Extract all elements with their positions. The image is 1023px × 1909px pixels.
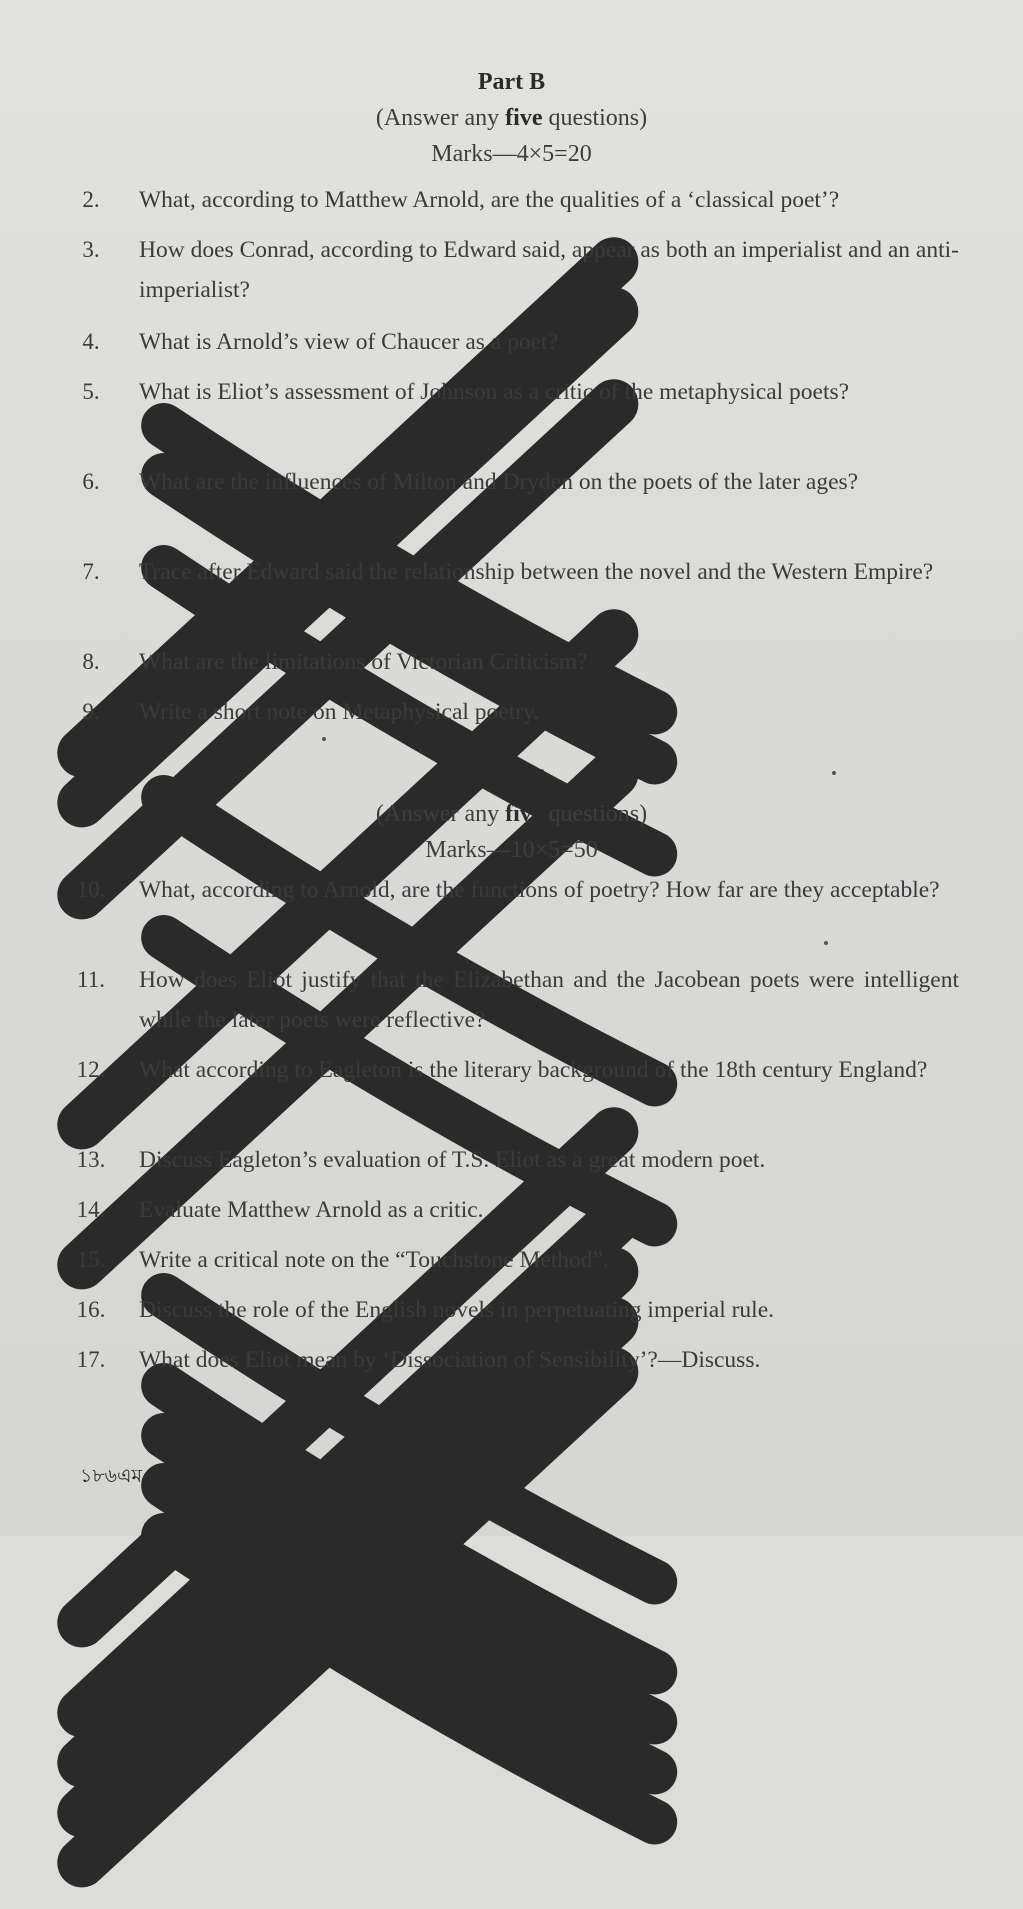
part-c-marks: Marks—10×5=50 [425,837,598,863]
question-number: 15. [76,1247,106,1272]
part-b-title: Part B [477,69,546,95]
question-number: 9. [82,699,100,724]
paper-speck [832,771,836,775]
question-text: What, according to Arnold, are the functions of poetry? How far are they acceptable? [139,877,940,903]
question-text: Discuss Eagleton’s evaluation of T.S. Eliot as a great modern poet. [139,1147,766,1173]
paper-speck [824,941,828,945]
part-b-instruction [0,100,1023,136]
question-number: 16. [76,1297,106,1322]
part-b-header [0,64,1023,172]
question-number: 8. [82,649,100,674]
pen-strike-mark [0,1290,1023,1904]
instruction-text: questions) [542,105,648,131]
question-number: 12. [76,1057,106,1082]
instruction-emphasis: five [505,105,543,131]
question-text: How does Eliot justify that the Elizabethan and the Jacobean poets were intelligent while the later poets were reflective? [139,967,959,1033]
question-number: 4. [82,329,100,354]
instruction-text: questions) [542,801,648,827]
question-number: 5. [82,379,100,404]
question-text: What does Eliot mean by ‘Dissociation of Sensibility’?—Discuss. [139,1347,761,1373]
question-text: How does Conrad, according to Edward said, appear as both an imperialist and an anti-imperialist? [139,237,959,303]
instruction-text: (Answer any [375,801,506,827]
question-text: What, according to Matthew Arnold, are the qualities of a ‘classical poet’? [139,187,840,213]
question-text: Discuss the role of the English novels in perpetuating imperial rule. [139,1297,775,1323]
part-c-header [0,760,1023,868]
instruction-emphasis: five [505,801,543,827]
part-b-marks: Marks—4×5=20 [431,141,592,167]
question-text: What are the limitations of Victorian Criticism? [139,649,588,675]
question-text: What is Eliot’s assessment of Johnson as a critic of the metaphysical poets? [139,379,850,405]
part-c-instruction [0,796,1023,832]
instruction-text: (Answer any [375,105,506,131]
question-number: 2. [82,187,100,212]
paper-speck [322,737,326,741]
question-number: 3. [82,237,100,262]
question-text: What are the influences of Milton and Dryden on the poets of the later ages? [139,469,859,495]
question-number: 17. [76,1347,106,1372]
part-c-title: Part C [477,765,546,791]
question-number: 14. [76,1197,106,1222]
question-number: 11. [77,967,105,992]
question-item [0,1290,1023,1909]
question-text: What is Arnold’s view of Chaucer as a poet? [139,329,558,355]
question-text: What according to Eagleton is the literary background of the 18th century England? [139,1057,928,1083]
question-text: Write a critical note on the “Touchstone Method”. [139,1247,609,1273]
question-number: 13. [76,1147,106,1172]
question-number: 10. [76,877,106,902]
question-text: Trace after Edward said the relationship between the novel and the Western Empire? [139,559,934,585]
page-code: ১৮৬এম [80,1465,143,1487]
question-text: Evaluate Matthew Arnold as a critic. [139,1197,484,1223]
question-number: 6. [82,469,100,494]
question-number: 7. [82,559,100,584]
question-text: Write a short note on Metaphysical poetry. [139,699,540,725]
